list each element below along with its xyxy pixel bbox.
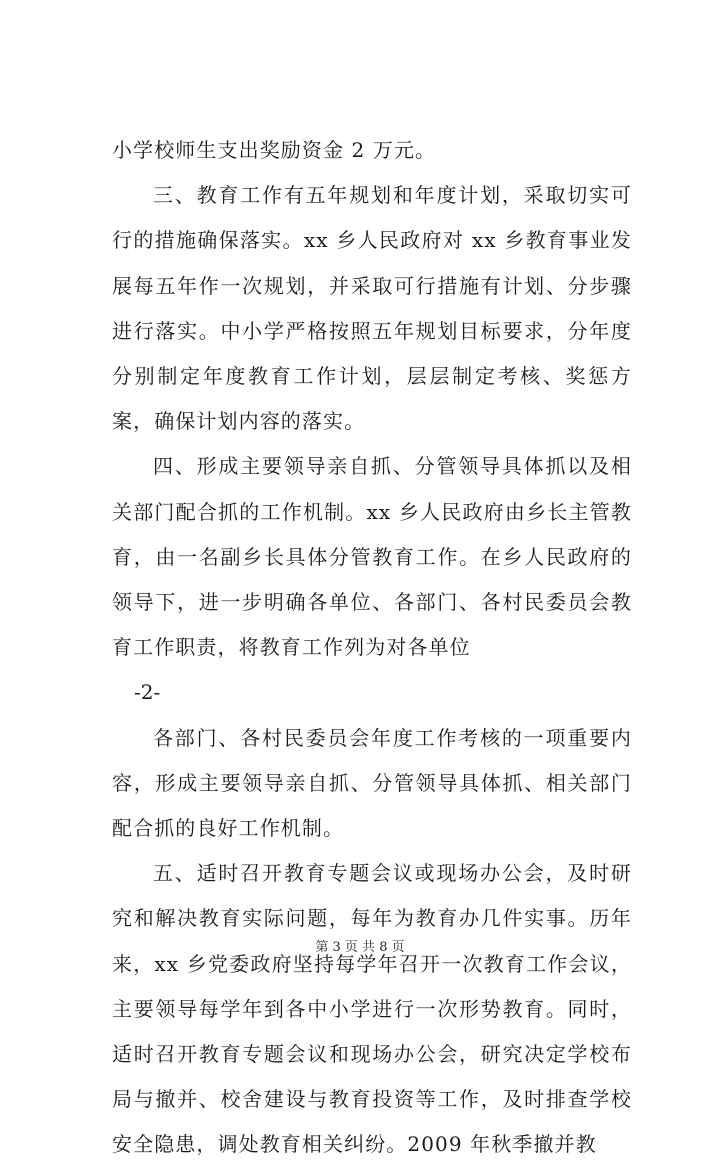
paragraph-5: 五、适时召开教育专题会议或现场办公会，及时研究和解决教育实际问题，每年为教育办几件实事。历年来，xx 乡党委政府坚持每学年召开一次教育工作会议，主要领导每学年到各中小学进行一次形势教育。同时，适时召开教育专题会议和现场办公会，研究决定学校布局与撤并、校舍建设与教育投资等工作，及时排查学校安全隐患，调处教育相关纠纷。2009 年秋季撤并教: [112, 861, 632, 1157]
paragraph-1: 小学校师生支出奖励资金 2 万元。: [112, 138, 437, 162]
page-footer: 第 3 页 共 8 页: [315, 940, 405, 955]
paragraph-4: 各部门、各村民委员会年度工作考核的一项重要内容，形成主要领导亲自抓、分管领导具体抓、相关部门配合抓的良好工作机制。: [112, 725, 632, 841]
page-marker: -2-: [134, 680, 161, 705]
paragraph-2: 三、教育工作有五年规划和年度计划，采取切实可行的措施确保落实。xx 乡人民政府对 xx 乡教育事业发展每五年作一次规划，并采取可行措施有计划、分步骤进行落实。中小学严格按照五年规划目标要求，分年度分别制定年度教育工作计划，层层制定考核、奖惩方案，确保计划内容的落实。: [112, 183, 632, 434]
document-body: [112, 128, 632, 1168]
paragraph-3: 四、形成主要领导亲自抓、分管领导具体抓以及相关部门配合抓的工作机制。xx 乡人民政府由乡长主管教育，由一名副乡长具体分管教育工作。在乡人民政府的领导下，进一步明确各单位、各部门、各村民委员会教育工作职责，将教育工作列为对各单位: [112, 454, 632, 660]
